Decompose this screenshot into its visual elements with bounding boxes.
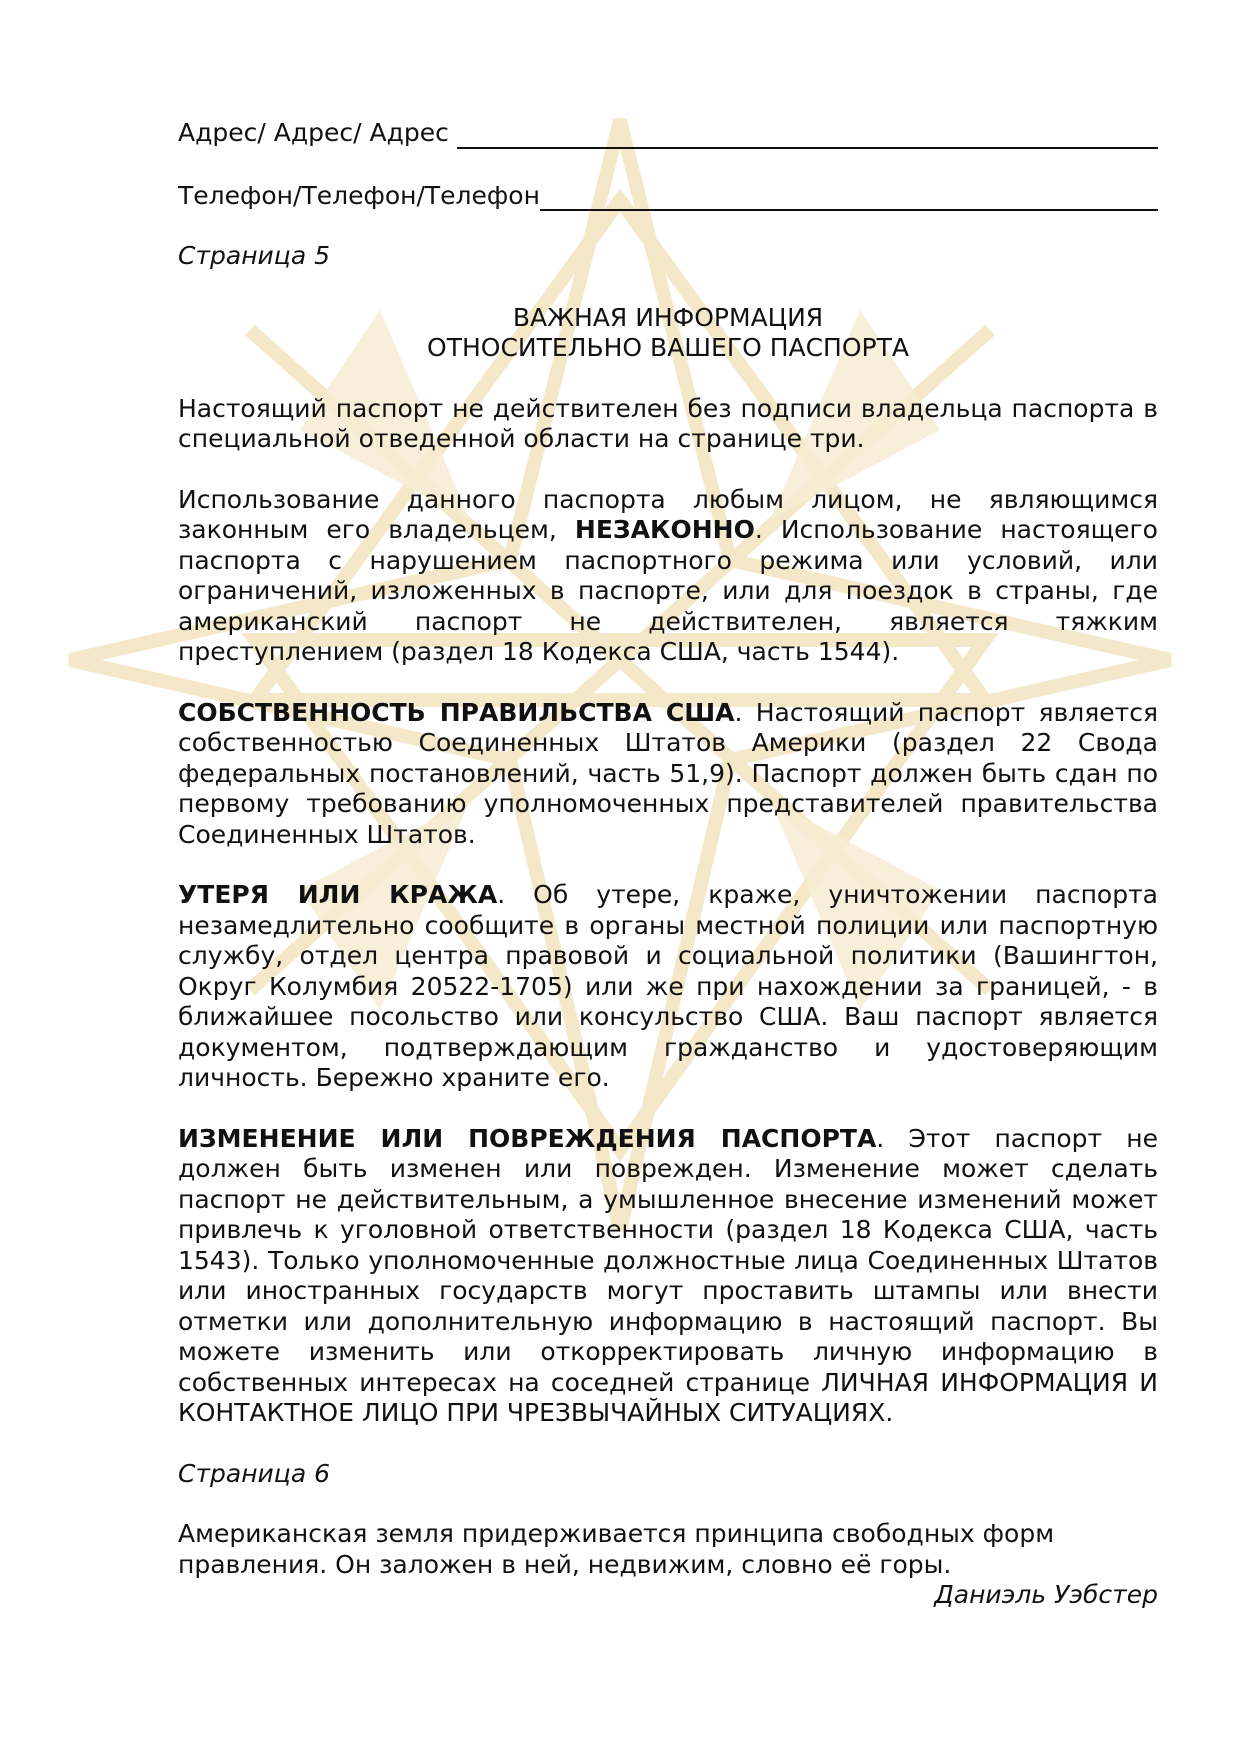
p2-bold: НЕЗАКОННО bbox=[574, 515, 755, 544]
paragraph-loss-theft bbox=[178, 880, 1158, 1094]
address-field[interactable] bbox=[178, 118, 1158, 149]
p2-text-after: . Использование настоящего паспорта с нарушением паспортного режима или условий, или ограничений, изложенных в паспорте, или для поездок в страны, где американский паспорт не действителен, является тяжким преступлением (раздел 18 Кодекса США, часть 1544). bbox=[178, 515, 1158, 666]
paragraph-alteration bbox=[178, 1124, 1158, 1429]
page-label-6: Страница 6 bbox=[178, 1458, 330, 1488]
p4-text-after: . Об утере, краже, уничтожении паспорта незамедлительно сообщите в органы местной полиции или паспортную службу, отдел центра правовой и социальной политики (Вашингтон, Округ Колумбия 20522-1705) или же при нахождении за границей, - в ближайшее посольство или консульство США. Ваш паспорт является документом, подтверждающим гражданство и удостоверяющим личность. Бережно храните его. bbox=[178, 880, 1158, 1092]
document-page bbox=[178, 118, 1158, 1611]
p5-bold: ИЗМЕНЕНИЕ ИЛИ ПОВРЕЖДЕНИЯ ПАСПОРТА bbox=[178, 1123, 877, 1153]
p4-bold: УТЕРЯ ИЛИ КРАЖА bbox=[178, 880, 498, 909]
page-label-5: Страница 5 bbox=[178, 241, 330, 270]
phone-line[interactable] bbox=[540, 185, 1158, 211]
quote-author: Даниэль Уэбстер bbox=[934, 1580, 1158, 1609]
p3-bold: СОБСТВЕННОСТЬ ПРАВИЛЬСТВА США bbox=[178, 697, 735, 727]
p5-text-after: . Этот паспорт не должен быть изменен или поврежден. Изменение может сделать паспорт не действительным, а умышленное внесение изменений может привлечь к уголовной ответственности (раздел 18 Кодекса США, часть 1543). Только уполномоченные должностные лица Соединенных Штатов или иностранных государств могут проставить штампы или внести отметки или дополнительную информацию в настоящий паспорт. Вы можете изменить или откорректировать личную информацию в собственных интересах на соседней странице ЛИЧНАЯ ИНФОРМАЦИЯ И КОНТАКТНОЕ ЛИЦО ПРИ ЧРЕЗВЫЧАЙНЫХ СИТУАЦИЯХ. bbox=[178, 1123, 1158, 1427]
p2-text-before: Использование данного паспорта любым лицом, не являющимся законным его владельцем, bbox=[178, 484, 1158, 544]
p3-text-after: . Настоящий паспорт является собственностью Соединенных Штатов Америки (раздел 22 Свода федеральных постановлений, часть 51,9). Паспорт должен быть сдан по первому требованию уполномоченных представителей правительства Соединенных Штатов. bbox=[178, 697, 1158, 849]
paragraph-property bbox=[178, 698, 1158, 851]
address-line[interactable] bbox=[457, 123, 1158, 149]
phone-field[interactable] bbox=[178, 181, 1158, 212]
paragraph-signature: Настоящий паспорт не действителен без подписи владельца паспорта в специальной отведенной области на странице три. bbox=[178, 393, 1158, 453]
heading-line-1: ВАЖНАЯ ИНФОРМАЦИЯ bbox=[512, 302, 824, 332]
section-heading bbox=[178, 303, 1158, 364]
heading-line-2: ОТНОСИТЕЛЬНО ВАШЕГО ПАСПОРТА bbox=[427, 333, 909, 362]
quote-text: Американская земля придерживается принципа свободных форм правления. Он заложен в ней, недвижим, словно её горы. bbox=[178, 1519, 1055, 1579]
phone-label: Телефон/Телефон/Телефон bbox=[178, 180, 540, 210]
address-label: Адрес/ Адрес/ Адрес bbox=[178, 118, 449, 147]
paragraph-illegal-use bbox=[178, 485, 1158, 668]
